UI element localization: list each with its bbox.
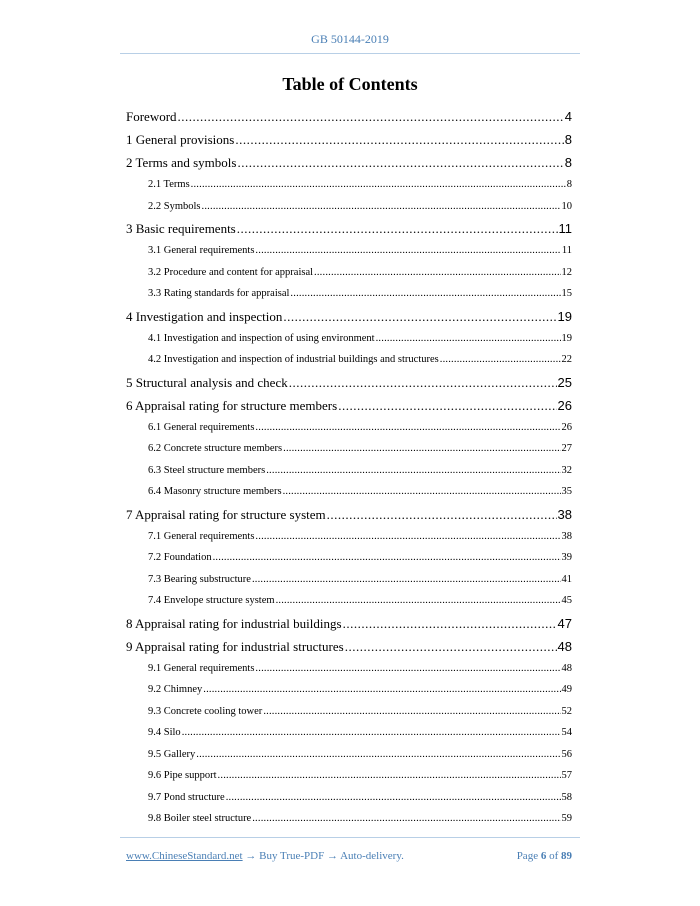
dot-leader xyxy=(276,590,561,612)
toc-section-entry[interactable] xyxy=(126,349,572,371)
footer-divider xyxy=(120,837,580,838)
toc-section-entry[interactable] xyxy=(126,658,572,680)
dot-leader xyxy=(218,765,561,787)
toc-entry-page-number: 8 xyxy=(564,132,572,147)
toc-entry-label: 6 Appraisal rating for structure members xyxy=(126,397,338,413)
dot-leader xyxy=(440,349,561,371)
toc-entry-label: 2 Terms and symbols xyxy=(126,155,237,170)
toc-entry-label: 3.3 Rating standards for appraisal xyxy=(148,288,290,299)
toc-entry-page-number: 12 xyxy=(561,266,572,278)
toc-entry-label: 8 Appraisal rating for industrial buildings xyxy=(126,615,342,631)
toc-chapter-entry[interactable] xyxy=(126,371,572,394)
toc-entry-label: 7.1 General requirements xyxy=(148,530,255,542)
dot-leader xyxy=(235,128,563,151)
website-link[interactable]: www.ChineseStandard.net xyxy=(126,850,243,862)
toc-entry-page-number: 26 xyxy=(561,421,572,433)
toc-entry-label: 2.2 Symbols xyxy=(148,200,201,212)
toc-section-entry[interactable] xyxy=(126,438,572,460)
dot-leader xyxy=(289,371,557,394)
toc-entry-page-number: 59 xyxy=(561,813,572,824)
toc-entry-page-number: 47 xyxy=(557,615,572,631)
toc-entry-label: 9.1 General requirements xyxy=(148,662,255,674)
toc-entry-page-number: 38 xyxy=(557,506,572,522)
toc-entry-label: 2.1 Terms xyxy=(148,179,190,190)
toc-entry-page-number: 19 xyxy=(561,332,572,344)
toc-entry-page-number: 22 xyxy=(561,354,572,365)
toc-entry-page-number: 8 xyxy=(564,155,572,170)
toc-entry-label: 9.8 Boiler steel structure xyxy=(148,813,252,824)
toc-section-entry[interactable] xyxy=(126,460,572,482)
page-label: Page xyxy=(516,850,539,862)
dot-leader xyxy=(252,808,560,830)
of-label: of xyxy=(549,850,559,862)
dot-leader xyxy=(327,503,557,526)
toc-entry-label: 9 Appraisal rating for industrial structures xyxy=(126,638,344,654)
toc-section-entry[interactable] xyxy=(126,547,572,569)
toc-entry-label: 6.4 Masonry structure members xyxy=(148,486,282,497)
toc-entry-page-number: 45 xyxy=(561,595,572,606)
header-divider xyxy=(120,53,580,54)
toc-chapter-entry[interactable] xyxy=(126,105,572,128)
toc-entry-page-number: 26 xyxy=(557,397,572,413)
toc-entry-label: 9.3 Concrete cooling tower xyxy=(148,705,263,717)
toc-entry-page-number: 49 xyxy=(561,684,572,695)
toc-entry-label: 6.1 General requirements xyxy=(148,421,255,433)
toc-entry-page-number: 48 xyxy=(557,638,572,654)
toc-entry-page-number: 58 xyxy=(561,791,572,803)
toc-section-entry[interactable] xyxy=(126,283,572,305)
toc-entry-page-number: 25 xyxy=(557,374,572,390)
toc-entry-page-number: 10 xyxy=(561,200,572,212)
toc-entry-page-number: 15 xyxy=(561,288,572,299)
dot-leader xyxy=(266,460,560,482)
dot-leader xyxy=(290,283,560,305)
promo-text: → Buy True-PDF → Auto-delivery. xyxy=(242,850,404,862)
toc-entry-page-number: 27 xyxy=(561,443,572,454)
toc-entry-label: 7.2 Foundation xyxy=(148,552,212,563)
toc-entry-label: 3.2 Procedure and content for appraisal xyxy=(148,266,314,278)
toc-entry-label: 3 Basic requirements xyxy=(126,221,236,236)
table-of-contents xyxy=(126,105,572,830)
toc-entry-page-number: 57 xyxy=(561,770,572,781)
toc-section-entry[interactable] xyxy=(126,262,572,284)
toc-section-entry[interactable] xyxy=(126,174,572,196)
toc-entry-label: 7.4 Envelope structure system xyxy=(148,595,275,606)
toc-section-entry[interactable] xyxy=(126,417,572,439)
toc-entry-page-number: 4 xyxy=(564,109,572,124)
toc-section-entry[interactable] xyxy=(126,787,572,809)
toc-entry-label: 5 Structural analysis and check xyxy=(126,374,288,390)
toc-entry-label: 4.1 Investigation and inspection of using environment xyxy=(148,332,375,344)
toc-entry-page-number: 56 xyxy=(561,748,572,760)
dot-leader xyxy=(255,658,560,680)
dot-leader xyxy=(182,722,561,744)
toc-entry-page-number: 54 xyxy=(561,727,572,738)
toc-section-entry[interactable] xyxy=(126,765,572,787)
toc-entry-page-number: 48 xyxy=(561,662,572,674)
current-page-number: 6 xyxy=(540,850,547,862)
dot-leader xyxy=(203,679,560,701)
toc-entry-label: 9.5 Gallery xyxy=(148,748,196,760)
dot-leader xyxy=(338,394,556,417)
toc-entry-page-number: 39 xyxy=(561,552,572,563)
dot-leader xyxy=(178,105,564,128)
dot-leader xyxy=(191,174,566,196)
toc-entry-page-number: 35 xyxy=(561,486,572,497)
dot-leader xyxy=(283,305,556,328)
toc-entry-label: 9.2 Chimney xyxy=(148,684,203,695)
toc-chapter-entry[interactable] xyxy=(126,305,572,328)
dot-leader xyxy=(263,701,560,723)
toc-section-entry[interactable] xyxy=(126,744,572,766)
toc-entry-page-number: 11 xyxy=(558,221,572,236)
toc-section-entry[interactable] xyxy=(126,481,572,503)
toc-section-entry[interactable] xyxy=(126,701,572,723)
dot-leader xyxy=(202,196,561,218)
toc-entry-label: Foreword xyxy=(126,109,177,124)
toc-entry-page-number: 38 xyxy=(561,530,572,542)
toc-entry-label: 3.1 General requirements xyxy=(148,245,255,256)
toc-entry-page-number: 19 xyxy=(557,308,572,324)
toc-entry-label: 9.7 Pond structure xyxy=(148,791,225,803)
dot-leader xyxy=(196,744,560,766)
toc-entry-page-number: 32 xyxy=(561,464,572,476)
toc-entry-label: 6.3 Steel structure members xyxy=(148,464,266,476)
toc-entry-label: 1 General provisions xyxy=(126,132,235,147)
dot-leader xyxy=(255,417,560,439)
toc-chapter-entry[interactable] xyxy=(126,612,572,635)
toc-entry-label: 4.2 Investigation and inspection of industrial buildings and structures xyxy=(148,354,439,365)
toc-section-entry[interactable] xyxy=(126,679,572,701)
footer-promo xyxy=(126,850,404,862)
toc-entry-label: 9.4 Silo xyxy=(148,727,181,738)
toc-section-entry[interactable] xyxy=(126,722,572,744)
dot-leader xyxy=(283,438,560,460)
dot-leader xyxy=(237,217,558,240)
toc-section-entry[interactable] xyxy=(126,808,572,830)
toc-entry-label: 7.3 Bearing substructure xyxy=(148,573,251,585)
toc-entry-label: 7 Appraisal rating for structure system xyxy=(126,506,326,522)
dot-leader xyxy=(345,635,557,658)
toc-section-entry[interactable] xyxy=(126,569,572,591)
total-pages-number: 89 xyxy=(561,850,572,862)
toc-entry-label: 6.2 Concrete structure members xyxy=(148,443,283,454)
page-indicator xyxy=(517,850,572,862)
toc-section-entry[interactable] xyxy=(126,196,572,218)
toc-chapter-entry[interactable] xyxy=(126,635,572,658)
toc-entry-page-number: 52 xyxy=(561,705,572,717)
toc-chapter-entry[interactable] xyxy=(126,128,572,151)
dot-leader xyxy=(255,240,560,262)
toc-section-entry[interactable] xyxy=(126,240,572,262)
toc-entry-page-number: 41 xyxy=(561,573,572,585)
dot-leader xyxy=(252,569,561,591)
toc-chapter-entry[interactable] xyxy=(126,503,572,526)
dot-leader xyxy=(376,328,561,350)
dot-leader xyxy=(213,547,561,569)
dot-leader xyxy=(237,151,563,174)
toc-entry-label: 4 Investigation and inspection xyxy=(126,308,283,324)
toc-chapter-entry[interactable] xyxy=(126,151,572,174)
dot-leader xyxy=(226,787,561,809)
dot-leader xyxy=(343,612,557,635)
standard-code-header: GB 50144-2019 xyxy=(311,32,389,46)
toc-entry-label: 9.6 Pipe support xyxy=(148,770,217,781)
page-footer xyxy=(126,850,572,862)
dot-leader xyxy=(283,481,561,503)
dot-leader xyxy=(314,262,560,284)
page-title: Table of Contents xyxy=(282,74,418,94)
toc-entry-page-number: 8 xyxy=(566,179,572,190)
toc-section-entry[interactable] xyxy=(126,526,572,548)
toc-chapter-entry[interactable] xyxy=(126,394,572,417)
toc-entry-page-number: 11 xyxy=(561,245,572,256)
toc-chapter-entry[interactable] xyxy=(126,217,572,240)
dot-leader xyxy=(255,526,560,548)
toc-section-entry[interactable] xyxy=(126,328,572,350)
toc-section-entry[interactable] xyxy=(126,590,572,612)
